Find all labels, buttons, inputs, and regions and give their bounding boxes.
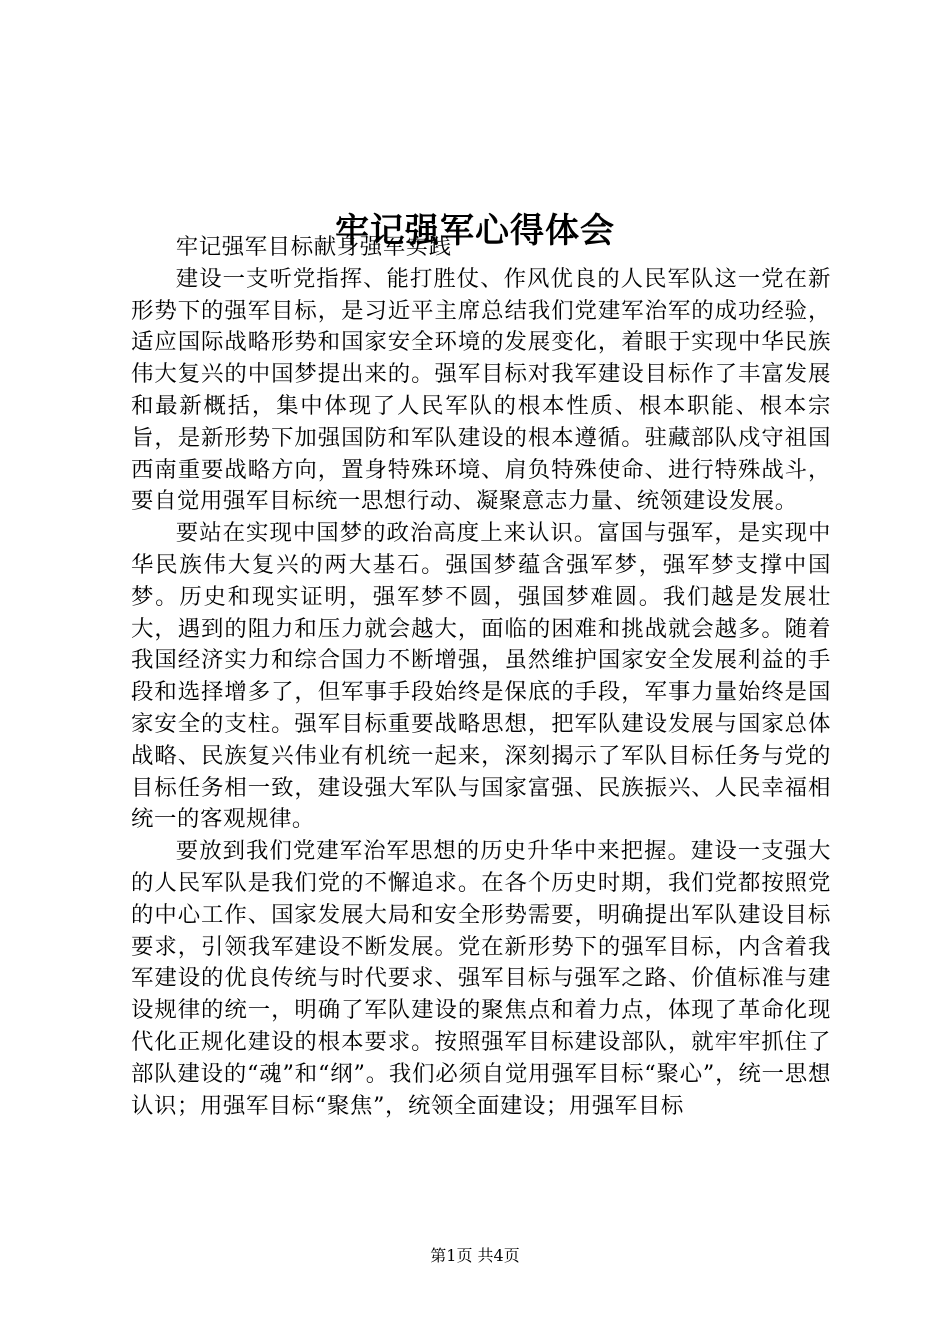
body-paragraph: 要站在实现中国梦的政治高度上来认识。富国与强军，是实现中华民族伟大复兴的两大基石。强国梦蕴含强军梦，强军梦支撑中国梦。历史和现实证明，强军梦不圆，强国梦难圆。我们越是发展壮大，遇到的阻力和压力就会越大，面临的困难和挑战就会越多。随着我国经济实力和综合国力不断增强，虽然维护国家安全发展利益的手段和选择增多了，但军事手段始终是保底的手段，军事力量始终是国家安全的支柱。强军目标重要战略思想，把军队建设发展与国家总体战略、民族复兴伟业有机统一起来，深刻揭示了军队目标任务与党的目标任务相一致，建设强大军队与国家富强、民族振兴、人民幸福相统一的客观规律。: [131, 520, 831, 833]
document-title: 牢记强军心得体会: [335, 210, 615, 251]
body-paragraph: 要放到我们党建军治军思想的历史升华中来把握。建设一支强大的人民军队是我们党的不懈追求。在各个历史时期，我们党都按照党的中心工作、国家发展大局和安全形势需要，明确提出军队建设目标要求，引领我军建设不断发展。党在新形势下的强军目标，内含着我军建设的优良传统与时代要求、强军目标与强军之路、价值标准与建设规律的统一，明确了军队建设的聚焦点和着力点，体现了革命化现代化正规化建设的根本要求。按照强军目标建设部队，就牢牢抓住了部队建设的“魂”和“纲”。我们必须自觉用强军目标“聚心”，统一思想认识；用强军目标“聚焦”，统领全面建设；用强军目标: [131, 838, 831, 1119]
subtitle-paragraph: 牢记强军目标献身强军实践: [175, 234, 452, 260]
page-number-footer: 第1页 共4页: [430, 1246, 520, 1265]
document-body: [131, 232, 831, 1122]
body-paragraph: 建设一支听党指挥、能打胜仗、作风优良的人民军队这一党在新形势下的强军目标，是习近平主席总结我们党建军治军的成功经验，适应国际战略形势和国家安全环境的发展变化，着眼于实现中华民族伟大复兴的中国梦提出来的。强军目标对我军建设目标作了丰富发展和最新概括，集中体现了人民军队的根本性质、根本职能、根本宗旨，是新形势下加强国防和军队建设的根本遵循。驻藏部队戍守祖国西南重要战略方向，置身特殊环境、肩负特殊使命、进行特殊战斗，要自觉用强军目标统一思想行动、凝聚意志力量、统领建设发展。: [131, 265, 831, 515]
